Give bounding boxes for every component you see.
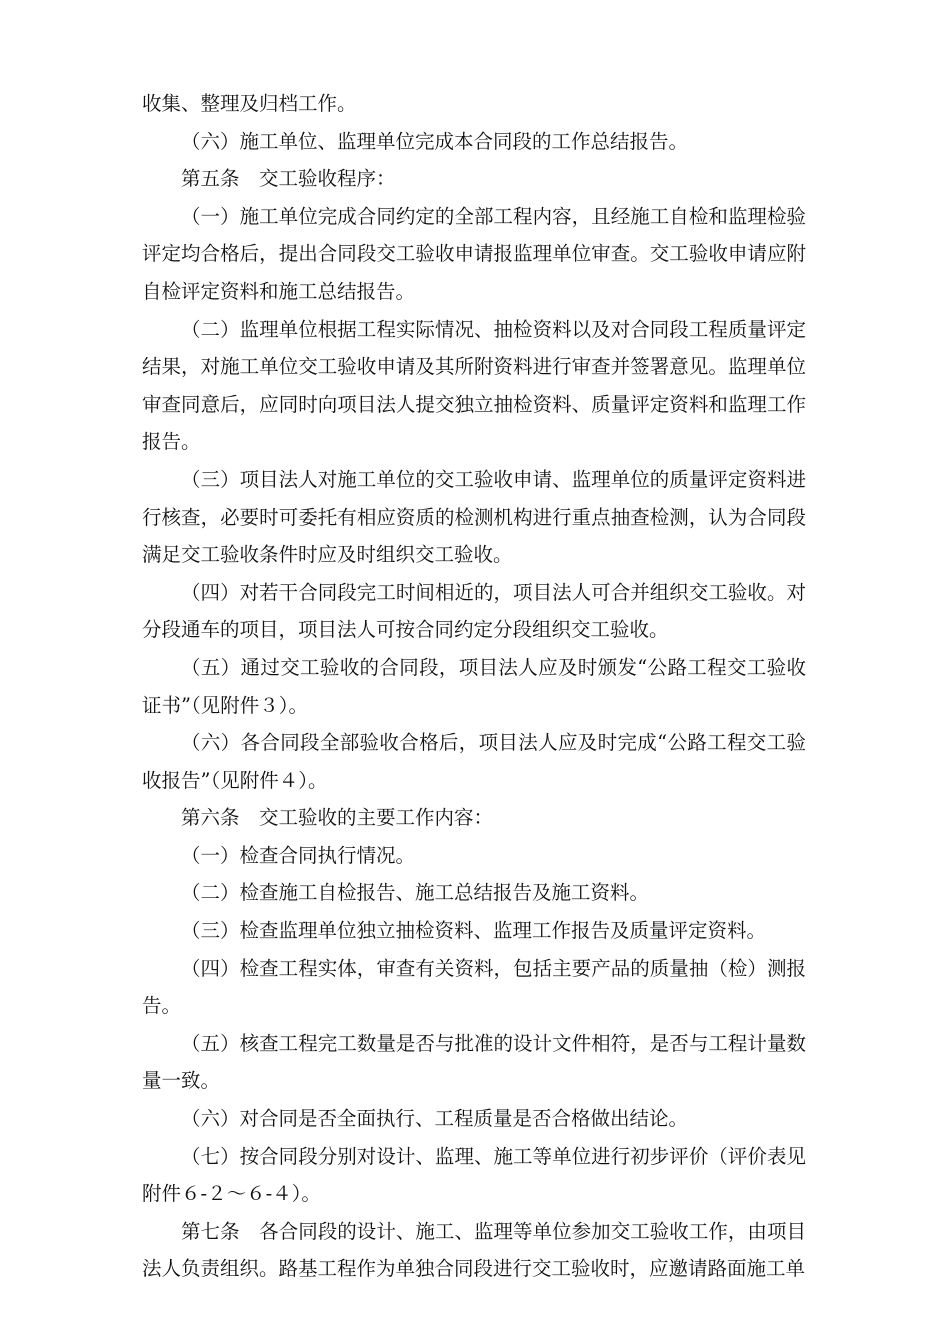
article-5-heading: 第五条 交工验收程序： <box>181 167 396 191</box>
article-5-item-1: （一）施工单位完成合同约定的全部工程内容，且经施工自检和监理检验评定均合格后，提出合同段交工验收申请报监理单位审查。交工验收申请应附自检评定资料和施工总结报告。 <box>142 204 806 303</box>
article-6-item-4: （四）检查工程实体，审查有关资料，包括主要产品的质量抽（检）测报告。 <box>142 956 806 1018</box>
article-6-heading: 第六条 交工验收的主要工作内容： <box>181 806 494 830</box>
article-5-item-6: （六）各合同段全部验收合格后，项目法人应及时完成“公路工程交工验收报告”（见附件４）。 <box>142 731 806 792</box>
article-5-item-3: （三）项目法人对施工单位的交工验收申请、监理单位的质量评定资料进行核查，必要时可委托有相应资质的检测机构进行重点抽查检测，认为合同段满足交工验收条件时应及时组织交工验收。 <box>142 467 806 567</box>
document-body <box>142 85 806 1288</box>
article-7-text: 第七条 各合同段的设计、施工、监理等单位参加交工验收工作，由项目法人负责组织。路基工程作为单独合同段进行交工验收时，应邀请路面施工单 <box>142 1219 806 1281</box>
article-6-item-3: （三）检查监理单位独立抽检资料、监理工作报告及质量评定资料。 <box>181 919 767 943</box>
article-6-item-1: （一）检查合同执行情况。 <box>181 843 416 867</box>
article-5-item-5: （五）通过交工验收的合同段，项目法人应及时颁发“公路工程交工验收证书”（见附件３）。 <box>142 655 806 717</box>
article-6-item-2: （二）检查施工自检报告、施工总结报告及施工资料。 <box>181 881 650 905</box>
article-6-item-7: （七）按合同段分别对设计、监理、施工等单位进行初步评价（评价表见附件６-２～６-４）。 <box>142 1144 806 1206</box>
article-5-item-4: （四）对若干合同段完工时间相近的，项目法人可合并组织交工验收。对分段通车的项目，项目法人可按合同约定分段组织交工验收。 <box>142 580 806 642</box>
article-5-item-2: （二）监理单位根据工程实际情况、抽检资料以及对合同段工程质量评定结果，对施工单位交工验收申请及其所附资料进行审查并签署意见。监理单位审查同意后，应同时向项目法人提交独立抽检资料、质量评定资料和监理工作报告。 <box>142 317 806 454</box>
paragraph-continuation: 收集、整理及归档工作。 <box>142 92 357 115</box>
paragraph-item-6-summary-report: （六）施工单位、监理单位完成本合同段的工作总结报告。 <box>181 129 689 153</box>
article-6-item-5: （五）核查工程完工数量是否与批准的设计文件相符，是否与工程计量数量一致。 <box>142 1031 806 1093</box>
article-6-item-6: （六）对合同是否全面执行、工程质量是否合格做出结论。 <box>181 1107 689 1131</box>
